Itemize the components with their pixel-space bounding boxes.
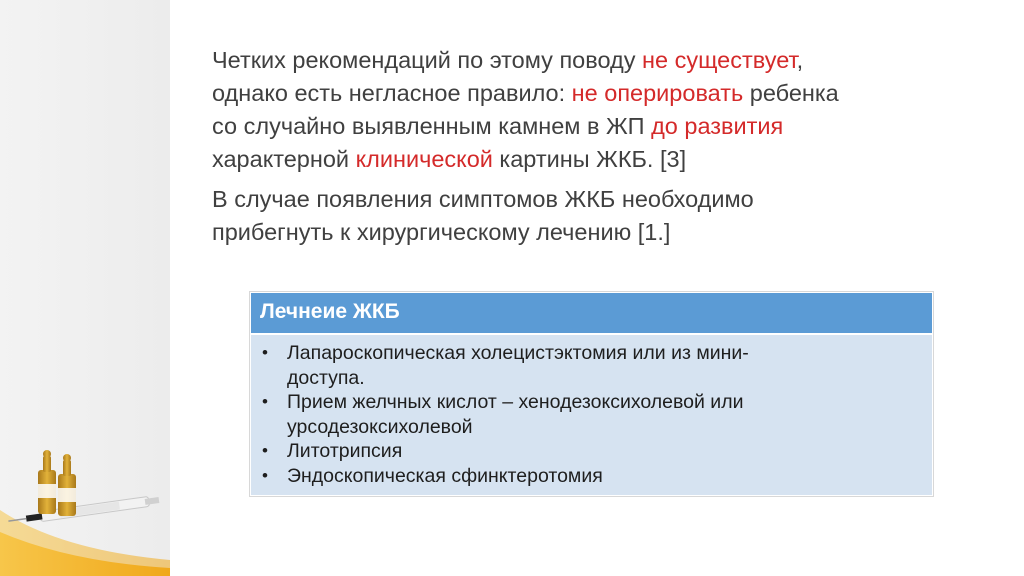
list-item — [260, 439, 922, 464]
treatment-table — [250, 292, 933, 496]
list-item-text: Прием желчных кислот – хенодезоксихолевой или — [287, 391, 744, 413]
recommendation-paragraph — [212, 44, 972, 176]
highlight-text: клинической — [355, 146, 493, 172]
highlight-text: не оперировать — [571, 80, 744, 106]
list-item-text: урсодезоксихолевой — [287, 415, 473, 438]
text-segment: прибегнуть к хирургическому лечению [1.] — [212, 219, 671, 245]
symptoms-paragraph — [212, 183, 972, 249]
text-segment: со случайно выявленным камнем в ЖП — [212, 113, 652, 139]
highlight-text: не существует — [642, 47, 797, 73]
main-text — [212, 44, 972, 256]
treatment-list — [260, 341, 922, 488]
text-segment: однако есть негласное правило: — [212, 80, 572, 106]
ampoules-syringe-illustration — [0, 440, 170, 576]
list-item-text: Лапароскопическая холецистэктомия или из мини- — [287, 342, 749, 364]
list-item-text: Эндоскопическая сфинктеротомия — [287, 464, 603, 487]
list-item-text: Литотрипсия — [287, 440, 403, 462]
list-item — [260, 341, 922, 390]
text-segment: , — [796, 47, 804, 73]
highlight-text: до развития — [651, 113, 784, 139]
list-item-text: доступа. — [287, 366, 365, 389]
text-segment: В случае появления симптомов ЖКБ необходимо — [212, 186, 754, 212]
text-segment: характерной — [212, 146, 356, 172]
treatment-table-header: Лечнеие ЖКБ — [251, 293, 932, 335]
list-item — [260, 464, 922, 489]
text-segment: картины ЖКБ. [3] — [492, 146, 687, 172]
text-segment: ребенка — [743, 80, 839, 106]
text-segment: Четких рекомендаций по этому поводу — [212, 47, 643, 73]
treatment-table-body — [251, 335, 932, 495]
list-item — [260, 390, 922, 439]
